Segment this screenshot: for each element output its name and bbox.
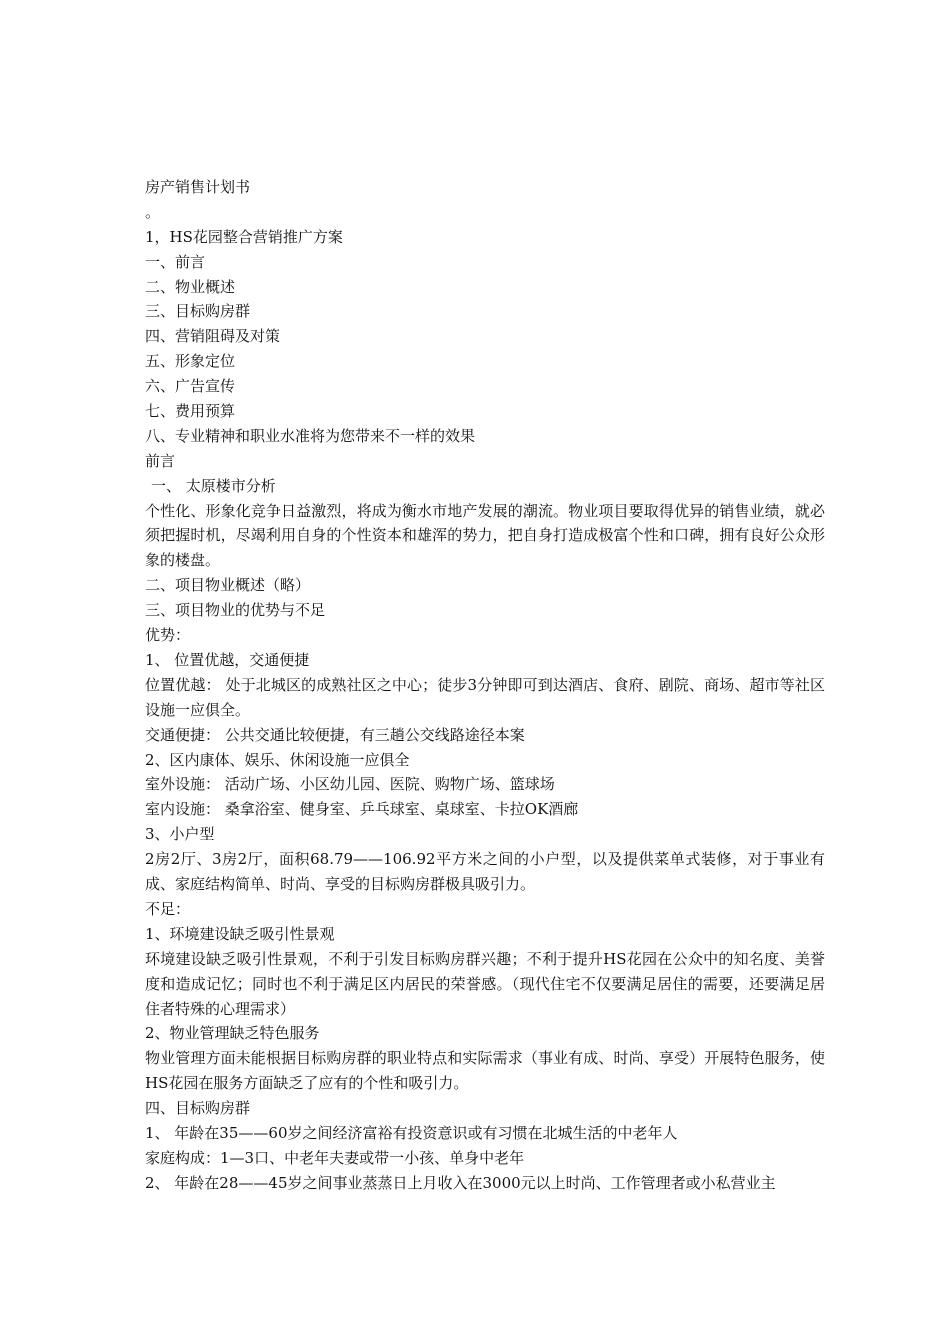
paragraph: 家庭构成：1—3口、中老年夫妻或带一小孩、单身中老年 — [145, 1148, 525, 1167]
subsection-heading: 1、 位置优越，交通便捷 — [145, 650, 310, 669]
toc-item: 七、费用预算 — [145, 402, 236, 421]
toc-item: 二、物业概述 — [145, 277, 236, 296]
list-item: 1、 年龄在35——60岁之间经济富裕有投资意识或有习惯在北城生活的中老年人 — [145, 1124, 678, 1143]
disadvantages-label: 不足： — [145, 899, 191, 918]
toc-item: 五、形象定位 — [145, 352, 236, 371]
paragraph: 物业管理方面未能根据目标购房群的职业特点和实际需求（事业有成、时尚、享受）开展特色服务，使HS花园在服务方面缺乏了应有的个性和吸引力。 — [145, 1049, 825, 1093]
paragraph: 环境建设缺乏吸引性景观，不利于引发目标购房群兴趣；不利于提升HS花园在公众中的知名度、美誉度和造成记忆；同时也不利于满足区内居民的荣誉感。（现代住宅不仅要满足居住的需要，还要满足居住者特殊的心理需求） — [145, 949, 825, 1018]
section-heading: 三、项目物业的优势与不足 — [145, 601, 326, 620]
advantages-label: 优势： — [145, 626, 191, 645]
paragraph: 室外设施： 活动广场、小区幼儿园、医院、购物广场、篮球场 — [145, 775, 555, 794]
toc-item: 一、前言 — [145, 252, 206, 271]
toc-item: 六、广告宣传 — [145, 377, 236, 396]
preface-heading: 前言 — [145, 451, 176, 470]
document-title: 房产销售计划书 — [145, 178, 251, 196]
toc-item: 三、目标购房群 — [145, 302, 251, 321]
toc-item: 八、专业精神和职业水准将为您带来不一样的效果 — [145, 426, 476, 445]
section-heading: 二、项目物业概述（略） — [145, 576, 311, 595]
subsection-heading: 3、小户型 — [145, 825, 215, 844]
paragraph: 交通便捷： 公共交通比较便捷，有三趟公交线路途径本案 — [145, 725, 525, 744]
section-body: 个性化、形象化竞争日益激烈，将成为衡水市地产发展的潮流。物业项目要取得优异的销售业绩，就必须把握时机，尽竭利用自身的个性资本和雄浑的势力，把自身打造成极富个性和口碑，拥有良好公众形象的楼盘。 — [145, 501, 825, 570]
subsection-heading: 2、区内康体、娱乐、休闲设施一应俱全 — [145, 750, 410, 769]
subsection-heading: 1、环境建设缺乏吸引性景观 — [145, 924, 335, 943]
paragraph: 位置优越： 处于北城区的成熟社区之中心；徒步3分钟即可到达酒店、食府、剧院、商场、超市等社区设施一应俱全。 — [145, 675, 825, 719]
subsection-heading: 2、物业管理缺乏特色服务 — [145, 1024, 320, 1043]
dot-mark: 。 — [145, 202, 161, 221]
toc-item: 四、营销阻碍及对策 — [145, 327, 281, 346]
document-page — [145, 175, 825, 1196]
paragraph: 室内设施： 桑拿浴室、健身室、乒乓球室、桌球室、卡拉OK酒廊 — [145, 800, 579, 819]
list-item: 2、 年龄在28——45岁之间事业蒸蒸日上月收入在3000元以上时尚、工作管理者或小私营业主 — [145, 1173, 776, 1192]
section-heading: 四、目标购房群 — [145, 1099, 251, 1118]
plan-title: 1，HS花园整合营销推广方案 — [145, 227, 343, 246]
paragraph: 2房2厅、3房2厅，面积68.79——106.92平方米之间的小户型，以及提供菜单式装修，对于事业有成、家庭结构简单、时尚、享受的目标购房群极具吸引力。 — [145, 850, 825, 894]
section-heading: 一、 太原楼市分析 — [151, 476, 276, 495]
